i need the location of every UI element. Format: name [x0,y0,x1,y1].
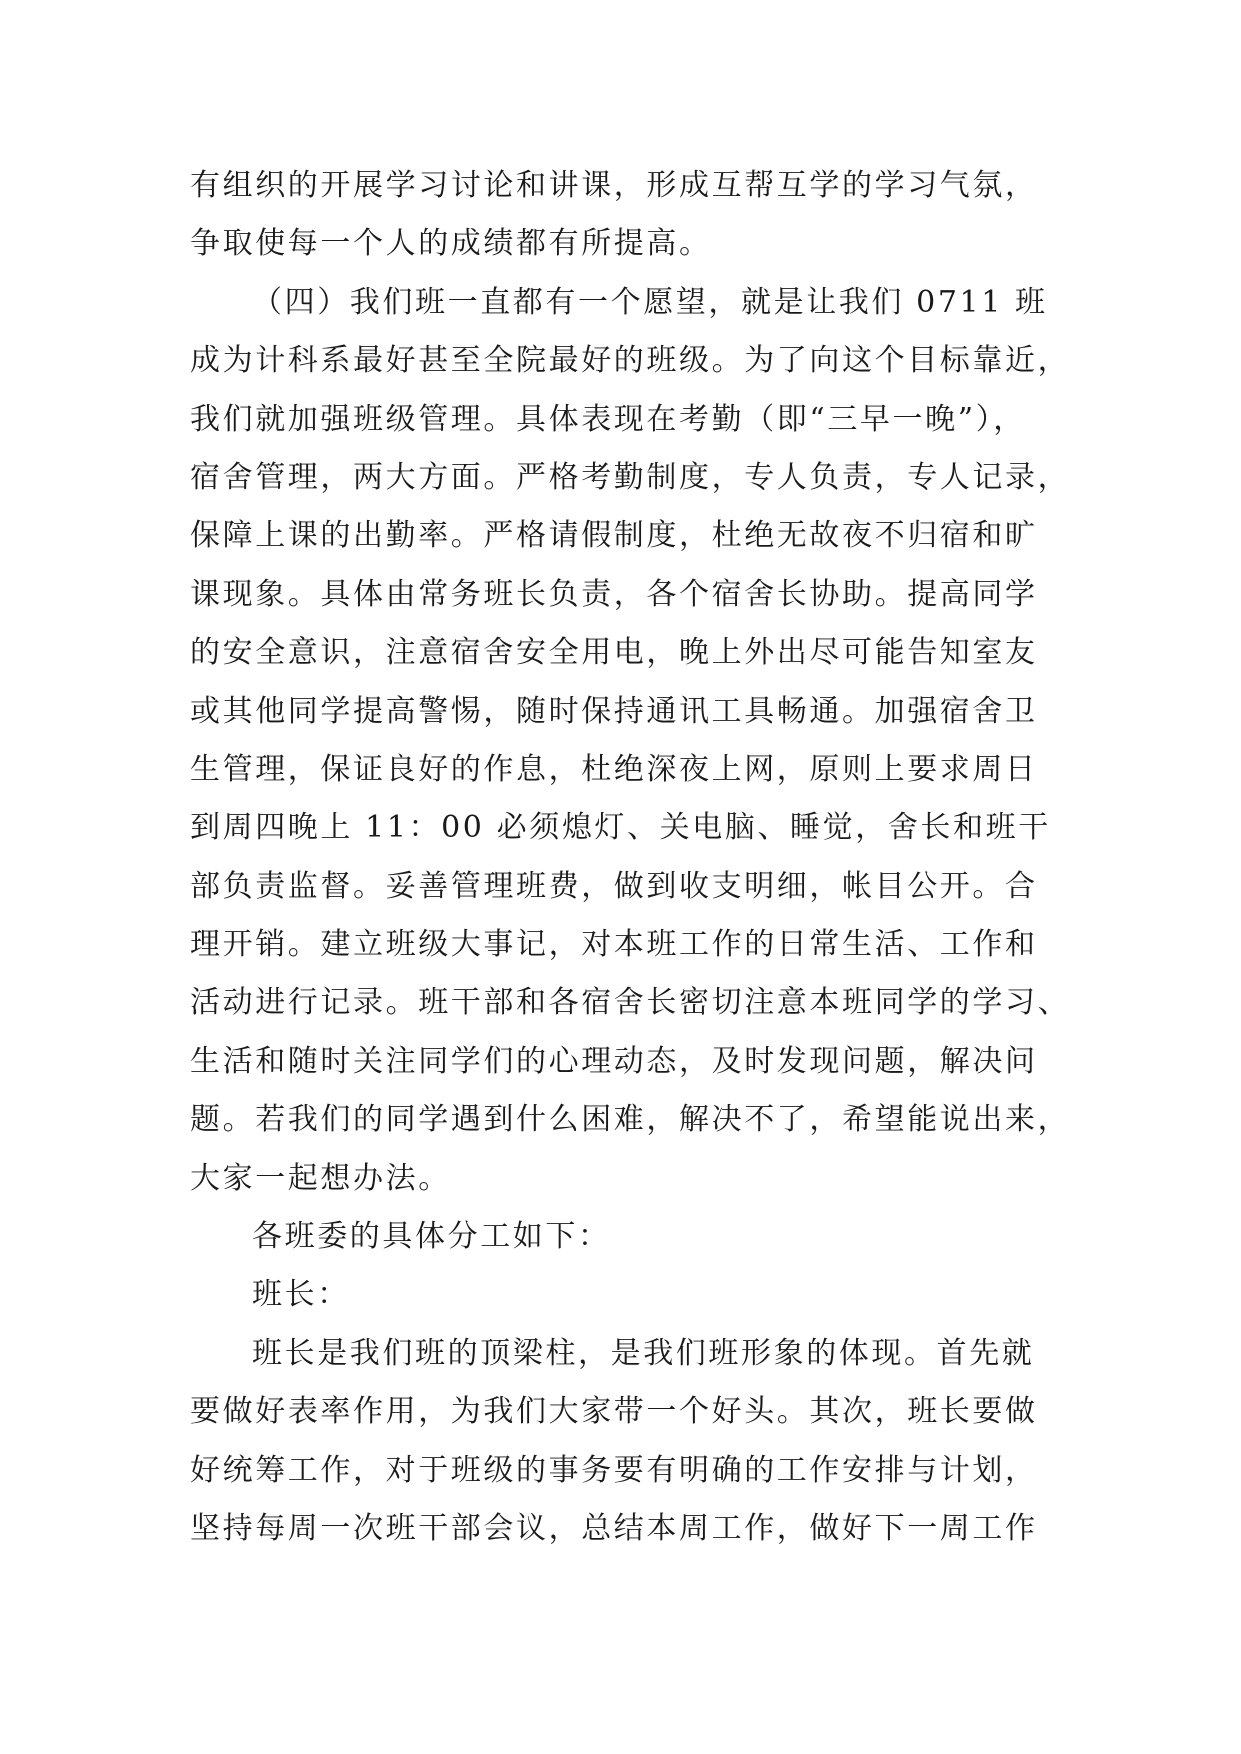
text-line: 我们就加强班级管理。具体表现在考勤（即“三早一晚”）， [190,401,1026,437]
text-line: 大家一起想办法。 [190,1160,451,1196]
text-line: 的安全意识，注意宿舍安全用电，晚上外出尽可能告知室友 [190,635,1038,671]
body-text [190,157,1071,1558]
text-line: 好统筹工作，对于班级的事务要有明确的工作安排与计划， [190,1452,1038,1488]
text-line: 生活和随时关注同学们的心理动态，及时发现问题，解决问 [190,1043,1038,1079]
text-line: 或其他同学提高警惕，随时保持通讯工具畅通。加强宿舍卫 [190,693,1038,729]
text-line: 题。若我们的同学遇到什么困难，解决不了，希望能说出来， [190,1102,1071,1138]
text-line: 成为计科系最好甚至全院最好的班级。为了向这个目标靠近， [190,343,1071,379]
text-line: 争取使每一个人的成绩都有所提高。 [190,226,712,262]
text-line: 保障上课的出勤率。严格请假制度，杜绝无故夜不归宿和旷 [190,518,1038,554]
text-line: 班长是我们班的顶梁柱，是我们班形象的体现。首先就 [252,1335,1035,1371]
text-line: 到周四晚上 11：00 必须熄灯、关电脑、睡觉，舍长和班干 [190,810,1051,846]
text-line: 班长： [252,1277,350,1313]
text-line: 要做好表率作用，为我们大家带一个好头。其次，班长要做 [190,1394,1038,1430]
text-line: 坚持每周一次班干部会议，总结本周工作，做好下一周工作 [190,1510,1038,1546]
text-line: （四）我们班一直都有一个愿望，就是让我们 0711 班 [252,284,1048,320]
text-line: 课现象。具体由常务班长负责，各个宿舍长协助。提高同学 [190,576,1038,612]
text-line: 各班委的具体分工如下： [252,1219,611,1255]
text-line: 理开销。建立班级大事记，对本班工作的日常生活、工作和 [190,927,1038,963]
text-line: 宿舍管理，两大方面。严格考勤制度，专人负责，专人记录， [190,459,1071,495]
text-line: 部负责监督。妥善管理班费，做到收支明细，帐目公开。合 [190,868,1038,904]
text-line: 生管理，保证良好的作息，杜绝深夜上网，原则上要求周日 [190,751,1038,787]
text-line: 有组织的开展学习讨论和讲课，形成互帮互学的学习气氛， [190,168,1038,203]
text-line: 活动进行记录。班干部和各宿舍长密切注意本班同学的学习、 [190,985,1071,1021]
